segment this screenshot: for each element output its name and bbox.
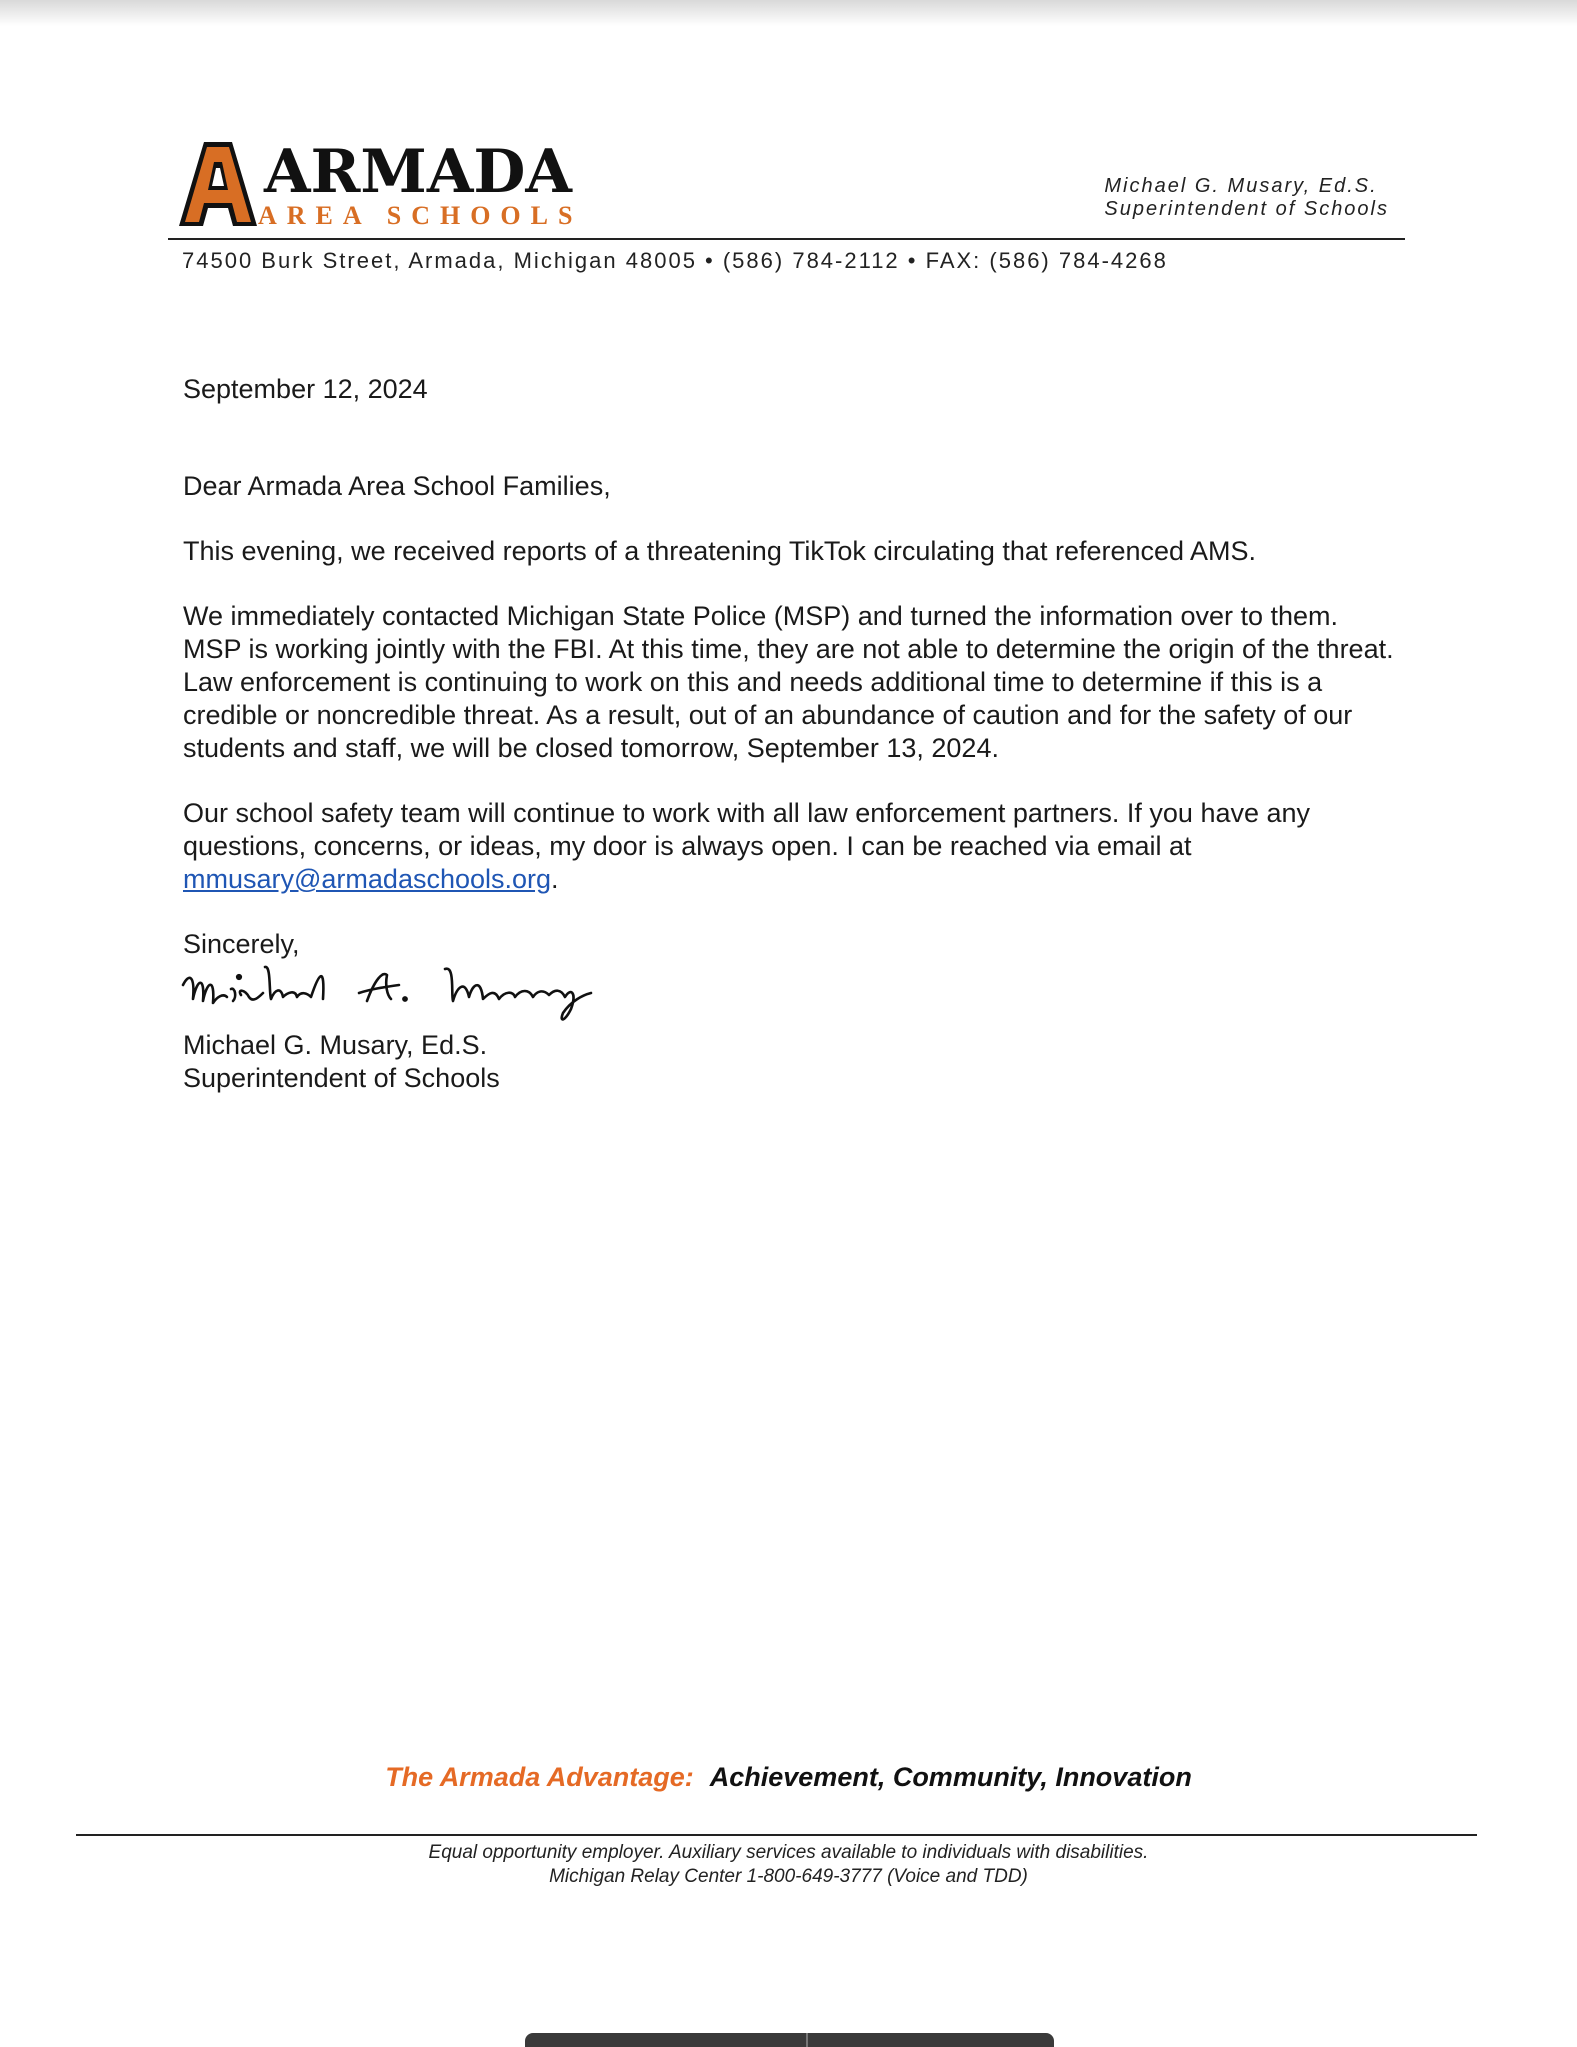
logo-title: ARMADA	[264, 137, 572, 207]
salutation: Dear Armada Area School Families,	[183, 471, 611, 501]
email-link[interactable]: mmusary@armadaschools.org	[183, 864, 552, 894]
armada-letter-a-icon	[178, 140, 258, 228]
footer-notice	[0, 1841, 1577, 1889]
paragraph-3	[183, 797, 1403, 896]
paragraph-3-text: Our school safety team will continue to work with all law enforcement partners. If you have any questions, concerns, or ideas, my door is always open. I can be reached via email at	[183, 798, 1311, 861]
header-divider	[168, 238, 1405, 240]
top-shadow	[0, 0, 1577, 26]
superintendent-title: Superintendent of Schools	[1104, 198, 1389, 220]
logo-subtitle: AREA SCHOOLS	[258, 201, 583, 230]
armada-logo	[178, 137, 598, 230]
motto-label: The Armada Advantage:	[385, 1762, 694, 1792]
paragraph-3-end: .	[551, 864, 559, 894]
paragraph-2: We immediately contacted Michigan State Police (MSP) and turned the information over to them. MSP is working jointly with the FBI. At this time, they are not able to determine the origin of the threat. Law enforcement is continuing to work on this and needs additional time to determine if this is a credible or noncredible threat. As a result, out of an abundance of caution and for the safety of our students and staff, we will be closed tomorrow, September 13, 2024.	[183, 601, 1394, 763]
paragraph-1: This evening, we received reports of a threatening TikTok circulating that referenced AMS.	[183, 536, 1257, 566]
signer-title: Superintendent of Schools	[183, 1063, 500, 1093]
letter-date: September 12, 2024	[183, 374, 428, 404]
motto	[0, 1762, 1577, 1793]
footer-line-1: Equal opportunity employer. Auxiliary services available to individuals with disabilities.	[428, 1842, 1149, 1863]
superintendent-header	[1104, 175, 1389, 221]
toolbar-divider	[806, 2033, 808, 2047]
superintendent-name: Michael G. Musary, Ed.S.	[1104, 175, 1378, 197]
bottom-toolbar[interactable]	[525, 2033, 1054, 2047]
letter-body	[183, 373, 1403, 1095]
address-line: 74500 Burk Street, Armada, Michigan 48005 • (586) 784-2112 • FAX: (586) 784-4268	[182, 248, 1168, 273]
footer-divider	[76, 1834, 1477, 1836]
footer-line-2: Michigan Relay Center 1-800-649-3777 (Voice and TDD)	[549, 1866, 1028, 1887]
handwritten-signature	[179, 963, 619, 1027]
signer-name: Michael G. Musary, Ed.S.	[183, 1030, 488, 1060]
motto-values: Achievement, Community, Innovation	[709, 1762, 1192, 1792]
valediction: Sincerely,	[183, 929, 300, 959]
